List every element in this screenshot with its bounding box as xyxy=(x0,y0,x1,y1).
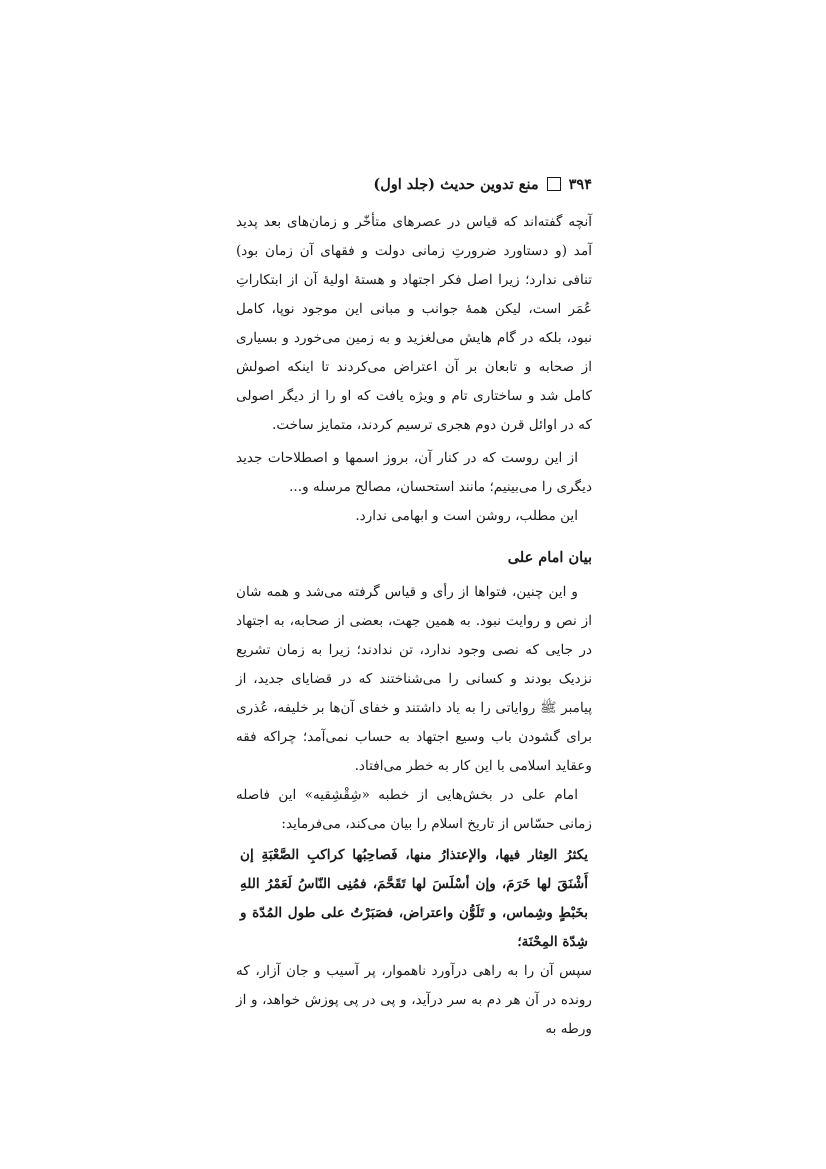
paragraph-4: و این چنین، فتواها از رأی و قیاس گرفته می‌شد و همه شان از نص و روایت نبود. به همین جهت، بعضی از صحابه، به اجتهاد در جایی که نصی وجود ندارد، تن ندادند؛ زیرا به زمان تشریع نزدیک بودند و کسانی را می‌شناختند که در قضایای جدید، از پیامبر ﷺ روایاتی را به یاد داشتند و خفای آن‌ها بر خلیفه، عُذری برای گشودن باب وسیع اجتهاد به حساب نمی‌آمد؛ چراکه فقه وعقاید اسلامی با این کار به خطر می‌افتاد. xyxy=(236,584,592,774)
paragraph-3: این مطلب، روشن است و ابهامی ندارد. xyxy=(355,508,578,524)
page-body xyxy=(236,208,592,1044)
paragraph-2: از این روست که در کنار آن، بروز اسمها و اصطلاحات جدید دیگری را می‌بینیم؛ مانند استحسان، مصالح مرسله و... xyxy=(236,450,592,495)
book-title: منع تدوین حدیث (جلد اول) xyxy=(373,175,539,193)
paragraph-6: سپس آن را به راهی درآورد ناهموار، پر آسیب و جان آزار، که رونده در آن هر دم به سر درآید، و پی در پی پوزش خواهد، و از ورطه به xyxy=(236,963,592,1037)
paragraph-5: امام علی در بخش‌هایی از خطبه «شِقْشِقیه» این فاصله زمانی حسّاس از تاریخ اسلام را بیان می‌کند، می‌فرماید: xyxy=(236,787,592,832)
square-ornament-icon xyxy=(547,177,561,191)
arabic-quotation: یکثرُ العِثار فیها، والإعتذارُ منها، فَصاحِبُها کراکبِ الصَّعْبَةِ إن أَشْنَقَ لها خَرَمَ، وإن أسْلَسَ لها تَقَحَّمَ، فمُنِی النّاسُ لَعَمْرُ اللهِ بخَبْطٍ وشِماس، و تَلَوُّن واعتراض، فصَبَرْتُ على طول المُدّة و شِدّة المِحْنَة؛ xyxy=(240,847,588,950)
page-number: ۳۹۴ xyxy=(568,175,592,193)
running-header xyxy=(236,170,592,198)
section-heading: بیان امام علی xyxy=(507,549,592,566)
paragraph-1: آنچه گفته‌اند که قیاس در عصرهای متأخّر و زمان‌های بعد پدید آمد (و دستاورد ضرورتِ زمانی دولت و فقهای آن زمان بود) تنافی ندارد؛ زیرا اصل فکر اجتهاد و هستهٔ اولیهٔ آن از ابتکاراتِ عُمَر است، لیکن همهٔ جوانب و مبانی این موجود نوپا، کامل نبود، بلکه در گام هایش می‌لغزید و به زمین می‌خورد و بسیاری از صحابه و تابعان بر آن اعتراض می‌کردند تا اینکه اصولش کامل شد و ساختاری تام و ویژه یافت که او را از دیگر اصولی که در اوائل قرن دوم هجری ترسیم کردند، متمایز ساخت. xyxy=(236,214,592,433)
